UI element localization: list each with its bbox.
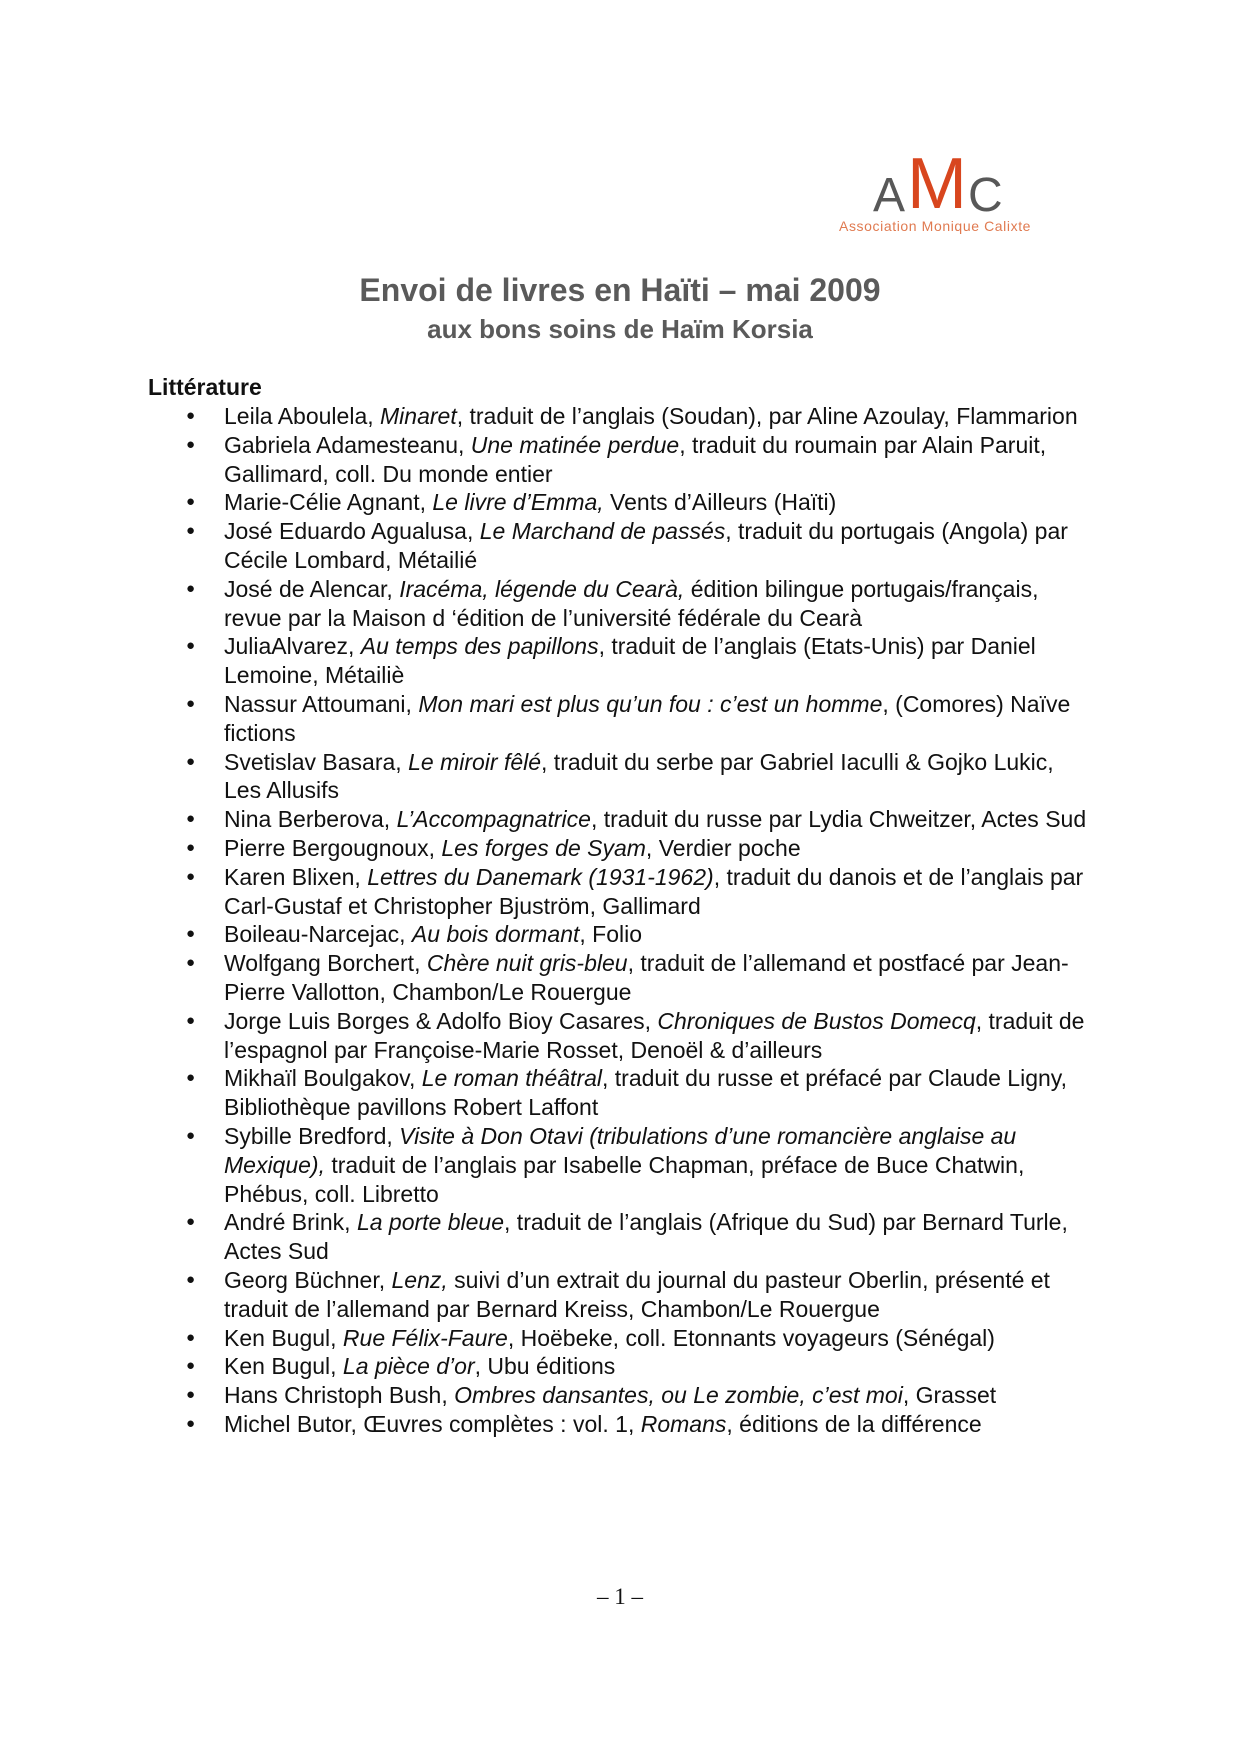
book-author-text: Marie-Célie Agnant, <box>224 489 433 516</box>
book-details: , traduit de l’espagnol par Françoise-Marie Rosset, Denoël & d’ailleurs <box>224 1007 1085 1063</box>
book-entry <box>224 402 1094 431</box>
book-author-text: Mikhaïl Boulgakov, <box>224 1065 422 1092</box>
book-details: suivi d’un extrait du journal du pasteur Oberlin, présenté et traduit de l’allemand par Bernard Kreiss, Chambon/Le Rouergue <box>224 1266 1050 1322</box>
book-entry <box>224 1410 1094 1439</box>
book-entry <box>224 488 1094 517</box>
section-heading-litterature: Littérature <box>148 374 262 400</box>
book-entry <box>224 863 1094 921</box>
book-details: , traduit du roumain par Alain Paruit, Gallimard, coll. Du monde entier <box>224 431 1047 487</box>
book-entry <box>224 1266 1094 1324</box>
book-details: , traduit du danois et de l’anglais par Carl-Gustaf et Christopher Bjuström, Gallimard <box>224 863 1084 919</box>
book-entry <box>224 1381 1094 1410</box>
book-entry <box>224 1352 1094 1381</box>
book-details: , traduit du russe et préfacé par Claude Ligny, Bibliothèque pavillons Robert Laffont <box>224 1065 1067 1121</box>
book-author-text: Nina Berberova, <box>224 806 397 833</box>
logo-tagline: Association Monique Calixte <box>839 218 1032 234</box>
book-title: Au bois dormant <box>411 921 580 948</box>
book-author-text: Wolfgang Borchert, <box>224 950 427 977</box>
book-author-text: Ken Bugul, <box>224 1324 343 1351</box>
book-author-text: Svetislav Basara, <box>224 748 409 775</box>
book-entry <box>224 834 1094 863</box>
book-details: , traduit de l’anglais (Afrique du Sud) par Bernard Turle, Actes Sud <box>224 1209 1068 1265</box>
book-author-text: Pierre Bergougnoux, <box>224 834 442 861</box>
book-author-text: Michel Butor, Œuvres complètes : vol. 1, <box>224 1410 641 1437</box>
book-details: , traduit de l’anglais (Soudan), par Aline Azoulay, Flammarion <box>456 403 1078 429</box>
book-author-text: Karen Blixen, <box>224 863 368 890</box>
book-details: , Ubu éditions <box>474 1353 616 1380</box>
book-entry <box>224 1208 1094 1266</box>
book-entry <box>224 690 1094 748</box>
book-author-text: Hans Christoph Bush, <box>224 1382 455 1409</box>
book-author-text: José de Alencar, <box>224 575 400 602</box>
book-title: La porte bleue <box>356 1209 505 1236</box>
book-title: Au temps des papillons <box>360 633 599 660</box>
book-title: Lettres du Danemark (1931-1962) <box>367 863 714 890</box>
book-author-text: Jorge Luis Borges & Adolfo Bioy Casares, <box>224 1007 658 1034</box>
book-title: Lenz, <box>391 1266 448 1293</box>
book-author-text: Ken Bugul, <box>224 1353 343 1380</box>
book-details: , (Comores) Naïve fictions <box>224 690 1071 746</box>
book-entry <box>224 920 1094 949</box>
book-details: , Verdier poche <box>645 834 801 861</box>
book-entry <box>224 575 1094 633</box>
book-entry <box>224 431 1094 489</box>
book-title: La pièce d’or <box>342 1353 475 1380</box>
book-details: , traduit du serbe par Gabriel Iaculli & Gojko Lukic, Les Allusifs <box>224 748 1054 804</box>
logo-letter-a: A <box>873 169 906 222</box>
book-author-text: Boileau-Narcejac, <box>224 921 412 948</box>
book-title: Rue Félix-Faure <box>342 1324 508 1351</box>
book-title: Chère nuit gris-bleu <box>426 950 628 977</box>
book-details: , éditions de la différence <box>726 1410 982 1437</box>
book-title: Ombres dansantes, ou Le zombie, c’est moi <box>454 1382 903 1409</box>
book-title: Iracéma, légende du Cearà, <box>399 575 685 602</box>
book-details: traduit de l’anglais par Isabelle Chapman, préface de Buce Chatwin, Phébus, coll. Libretto <box>224 1151 1025 1207</box>
document-subtitle: aux bons soins de Haïm Korsia <box>427 314 813 344</box>
book-entry <box>224 632 1094 690</box>
book-details: édition bilingue portugais/français, revue par la Maison d ‘édition de l’université fédérale du Cearà <box>224 575 1039 631</box>
book-list <box>224 402 1094 1439</box>
book-author-text: Leila Aboulela, <box>224 403 381 429</box>
book-entry <box>224 748 1094 806</box>
logo-letter-m: M <box>907 144 966 224</box>
book-details: , traduit du russe par Lydia Chweitzer, Actes Sud <box>590 806 1087 833</box>
book-title: Les forges de Syam <box>441 834 646 861</box>
book-author-text: Georg Büchner, <box>224 1266 392 1293</box>
book-entry <box>224 1064 1094 1122</box>
book-author-text: JuliaAlvarez, <box>224 633 361 660</box>
book-details: , traduit de l’allemand et postfacé par Jean-Pierre Vallotton, Chambon/Le Rouergue <box>224 950 1069 1005</box>
book-author-text: Nassur Attoumani, <box>224 690 419 717</box>
book-title: Le Marchand de passés <box>479 518 726 545</box>
book-details: , traduit du portugais (Angola) par Cécile Lombard, Métailié <box>224 518 1068 573</box>
book-entry <box>224 949 1094 1007</box>
book-author-text: José Eduardo Agualusa, <box>224 518 480 545</box>
book-entry <box>224 1007 1094 1065</box>
book-entry <box>224 1324 1094 1353</box>
book-title: Le roman théâtral <box>421 1065 603 1092</box>
book-title: L’Accompagnatrice <box>396 806 591 833</box>
book-title: Le livre d’Emma, <box>432 489 604 516</box>
book-title: Chroniques de Bustos Domecq <box>657 1007 976 1034</box>
book-title: Romans <box>640 1410 727 1437</box>
book-details: Vents d’Ailleurs (Haïti) <box>603 489 837 516</box>
book-author-text: Sybille Bredford, <box>224 1122 400 1149</box>
document-title: Envoi de livres en Haïti – mai 2009 <box>359 272 881 308</box>
book-author-text: André Brink, <box>224 1209 357 1236</box>
book-entry <box>224 517 1094 575</box>
book-details: , Grasset <box>902 1382 997 1409</box>
logo-letters <box>873 144 1003 224</box>
page-number: – 1 – <box>597 1584 643 1609</box>
book-title: Le miroir fêlé <box>408 748 542 775</box>
book-details: , Hoëbeke, coll. Etonnants voyageurs (Sénégal) <box>507 1324 995 1351</box>
amc-logo <box>835 144 1105 240</box>
logo-letter-c: C <box>968 169 1003 222</box>
book-entry <box>224 1122 1094 1208</box>
book-title: Visite à Don Otavi (tribulations d’une romancière anglaise au Mexique), <box>224 1122 1017 1178</box>
book-details: , Folio <box>579 921 643 948</box>
book-details: , traduit de l’anglais (Etats-Unis) par Daniel Lemoine, Métailiè <box>224 633 1036 689</box>
book-title: Mon mari est plus qu’un fou : c’est un homme <box>418 690 883 717</box>
book-author-text: Gabriela Adamesteanu, <box>224 431 471 458</box>
book-entry <box>224 805 1094 834</box>
book-title: Minaret <box>380 403 457 429</box>
book-title: Une matinée perdue <box>470 431 680 458</box>
